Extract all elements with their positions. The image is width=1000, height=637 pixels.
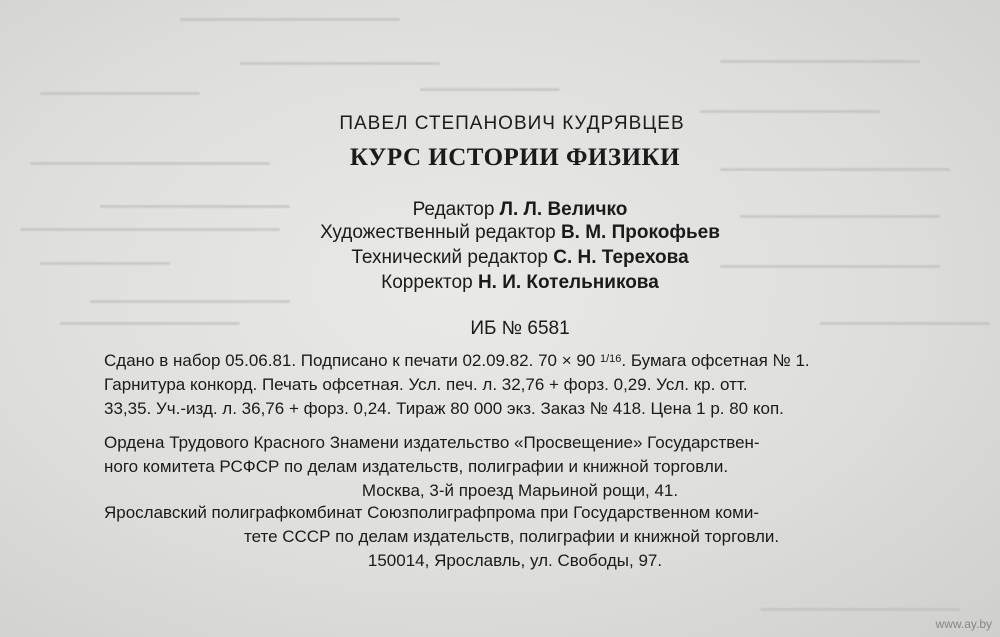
technical-line-1-b: . Бумага офсетная № 1. — [621, 351, 810, 370]
technical-line-1 — [104, 351, 810, 371]
credit-role: Корректор — [381, 272, 473, 293]
credit-person: В. М. Прокофьев — [560, 222, 720, 243]
author-name: ПАВЕЛ СТЕПАНОВИЧ КУДРЯВЦЕВ — [339, 113, 685, 134]
credit-person: Н. И. Котельникова — [477, 272, 659, 293]
ib-number: ИБ № 6581 — [470, 318, 570, 339]
printer-line-1: Ярославский полиграфкомбинат Союзполиграфпрома при Государственном коми- — [104, 503, 760, 522]
credit-tech-editor — [0, 247, 1000, 269]
technical-line-2: Гарнитура конкорд. Печать офсетная. Усл. печ. л. 32,76 + форз. 0,29. Усл. кр. отт. — [104, 375, 748, 394]
publisher-address: Москва, 3-й проезд Марьиной рощи, 41. — [361, 481, 679, 500]
technical-line-1-a: Сдано в набор 05.06.81. Подписано к печати 02.09.82. 70 × 90 — [104, 351, 596, 370]
technical-line-3: 33,35. Уч.-изд. л. 36,76 + форз. 0,24. Тираж 80 000 экз. Заказ № 418. Цена 1 р. 80 коп. — [104, 399, 784, 418]
credit-role: Редактор — [412, 199, 495, 220]
credit-proofreader — [0, 272, 1000, 294]
credit-role: Технический редактор — [351, 247, 548, 268]
watermark-logo: www.ay.by — [935, 617, 992, 631]
format-fraction: 1/16 — [600, 353, 622, 365]
book-title: КУРС ИСТОРИИ ФИЗИКИ — [349, 144, 681, 171]
publisher-line-1: Ордена Трудового Красного Знамени издательство «Просвещение» Государствен- — [104, 433, 760, 452]
printer-line-2: тете СССР по делам издательств, полиграфии и книжной торговли. — [244, 527, 780, 546]
publisher-line-2: ного комитета РСФСР по делам издательств, полиграфии и книжной торговли. — [104, 457, 729, 476]
credit-role: Художественный редактор — [320, 222, 556, 243]
credit-person: Л. Л. Величко — [499, 199, 628, 220]
printer-address: 150014, Ярославль, ул. Свободы, 97. — [367, 551, 663, 570]
credit-art-editor — [0, 222, 1000, 244]
credit-editor — [0, 199, 1000, 221]
credit-person: С. Н. Терехова — [553, 247, 689, 268]
